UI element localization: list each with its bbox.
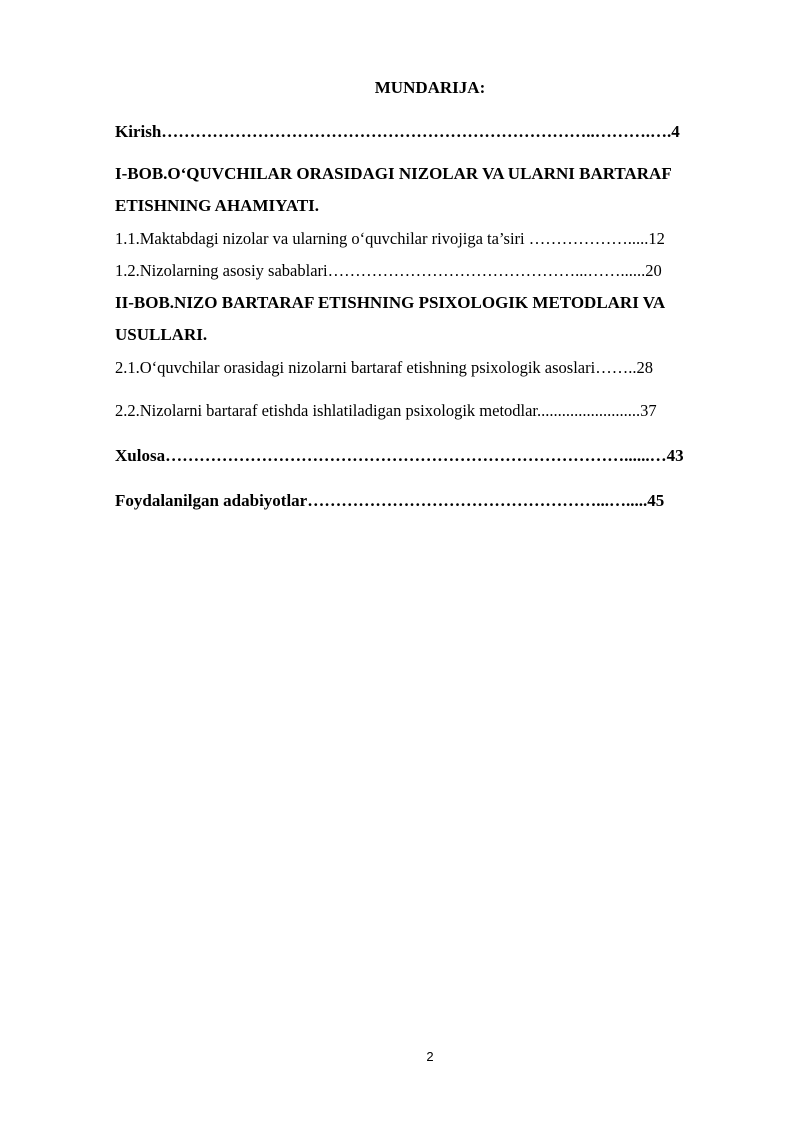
toc-chapter-2-heading-line2: USULLARI. bbox=[115, 325, 208, 344]
toc-entry-kirish: Kirish…………………………………………………………………..……….….4 bbox=[115, 122, 680, 141]
toc-entry-2-2: 2.2.Nizolarni bartaraf etishda ishlatiladigan psixologik metodlar.........................37 bbox=[115, 401, 657, 420]
page-number: 2 bbox=[426, 1049, 434, 1064]
page-title: MUNDARIJA: bbox=[374, 78, 486, 97]
toc-entry-1-2: 1.2.Nizolarning asosiy sabablari………………………………………...……......20 bbox=[115, 261, 662, 280]
toc-chapter-1-heading-line1: I-BOB.O‘QUVCHILAR ORASIDAGI NIZOLAR VA ULARNI BARTARAF bbox=[115, 164, 672, 183]
toc-entry-1-1: 1.1.Maktabdagi nizolar va ularning o‘quvchilar rivojiga ta’siri ……………….....12 bbox=[115, 229, 665, 248]
toc-chapter-2-heading-line1: II-BOB.NIZO BARTARAF ETISHNING PSIXOLOGIK METODLARI VA bbox=[115, 293, 666, 312]
toc-chapter-1-heading-line2: ETISHNING AHAMIYATI. bbox=[115, 196, 320, 215]
toc-entry-xulosa: Xulosa………………………………………………………………………......…43 bbox=[115, 446, 684, 465]
toc-entry-2-1: 2.1.O‘quvchilar orasidagi nizolarni bartaraf etishning psixologik asoslari……..28 bbox=[115, 358, 653, 377]
toc-entry-adabiyotlar: Foydalanilgan adabiyotlar……………………………………………...….....45 bbox=[115, 491, 665, 510]
